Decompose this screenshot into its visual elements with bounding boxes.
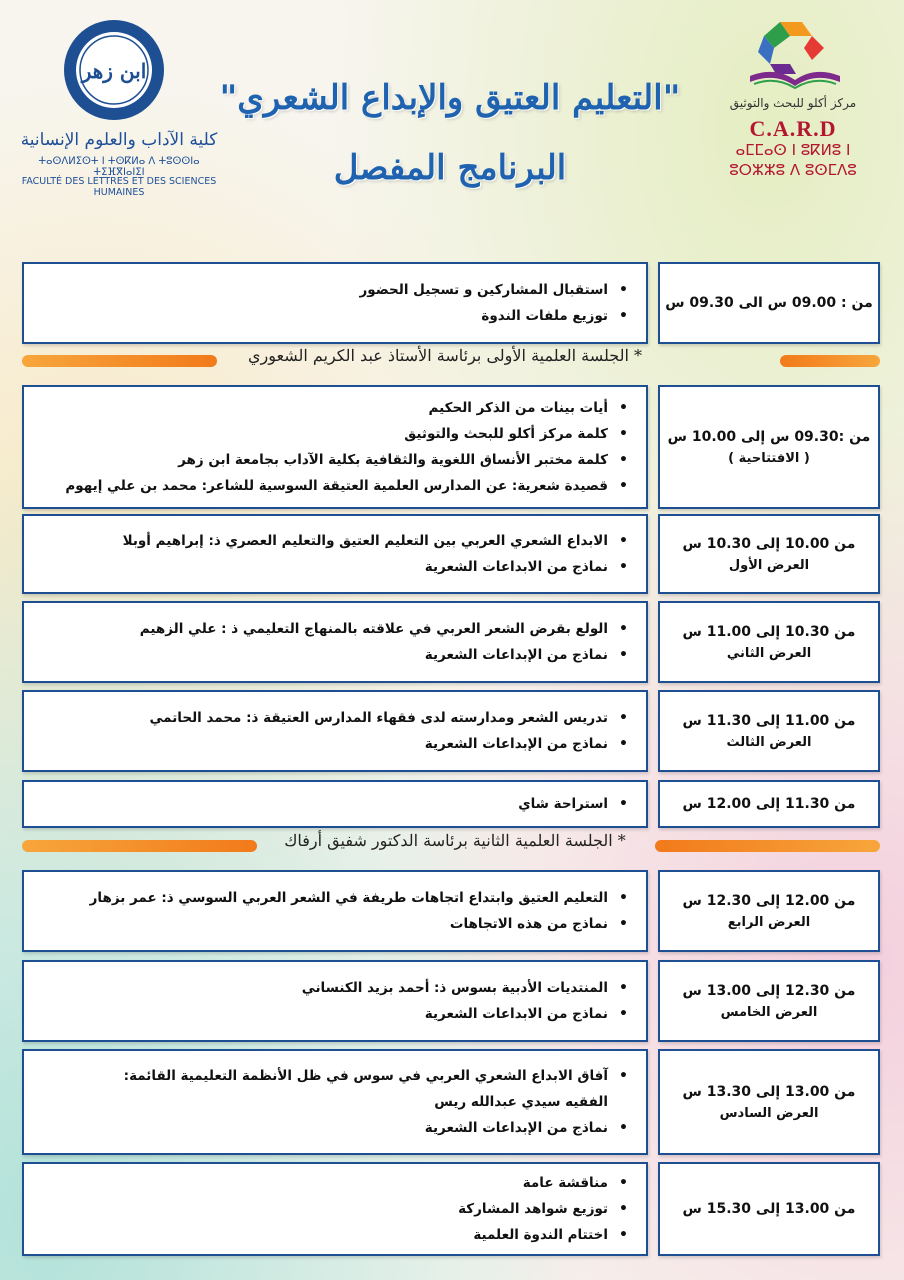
time-range: من 12.00 إلى 12.30 س — [682, 892, 856, 909]
time-box — [658, 780, 880, 828]
session-bar-right — [655, 840, 880, 852]
content-box — [22, 1162, 648, 1256]
talk-label: ( الافتتاحية ) — [728, 450, 810, 466]
list-item: • استراحة شاي — [32, 791, 630, 817]
center-tifinagh-line2: ⵓⵔⵣⵣⵓ ⴷ ⵓⵙⵎⴷⵓ — [729, 161, 857, 179]
list-item: • نماذج من هذه الاتجاهات — [32, 911, 630, 937]
content-box — [22, 960, 648, 1042]
talk-label: العرض الأول — [728, 557, 810, 573]
center-name-tifinagh — [690, 140, 896, 180]
list-item: • قصيدة شعرية: عن المدارس العلمية العتيقة السوسية للشاعر: محمد بن علي إيهوم — [32, 473, 630, 499]
content-box — [22, 262, 648, 344]
center-tifinagh-line1: ⴰⵎⵎⴰⵙ ⵏ ⵓⴽⵍⵓ ⵏ — [735, 141, 851, 159]
item-list — [24, 705, 646, 757]
item-list — [24, 277, 646, 329]
talk-label: العرض الثالث — [726, 734, 812, 750]
list-item: • أيات بينات من الذكر الحكيم — [32, 395, 630, 421]
time-range: من 13.00 إلى 13.30 س — [682, 1083, 856, 1100]
university-seal-logo — [62, 18, 166, 122]
content-box — [22, 780, 648, 828]
item-list — [24, 1063, 646, 1141]
list-item: • توزيع شواهد المشاركة — [32, 1196, 630, 1222]
time-range: من 11.30 إلى 12.00 س — [682, 796, 856, 812]
item-list — [24, 616, 646, 668]
talk-label: العرض السادس — [719, 1105, 819, 1121]
list-item: • نماذج من الإبداعات الشعرية — [32, 731, 630, 757]
talk-label: العرض الثاني — [726, 645, 812, 661]
item-list — [24, 791, 646, 817]
time-box — [658, 960, 880, 1042]
list-item: • توزيع ملفات الندوة — [32, 303, 630, 329]
time-range: من : 09.00 س الى 09.30 س — [665, 295, 873, 311]
item-list — [24, 975, 646, 1027]
content-box — [22, 514, 648, 594]
time-box — [658, 870, 880, 952]
list-item: • الابداع الشعري العربي بين التعليم العتيق والتعليم العصري ذ: إبراهيم أوبلا — [32, 528, 630, 554]
list-item: • تدريس الشعر ومدارسته لدى فقهاء المدارس العتيقة ذ: محمد الحاتمي — [32, 705, 630, 731]
content-box — [22, 385, 648, 509]
time-box — [658, 262, 880, 344]
item-list — [24, 395, 646, 499]
session-bar-left — [22, 840, 257, 852]
list-item: • الولع بقرض الشعر العربي في علاقته بالمنهاج التعليمي ذ : علي الزهيم — [32, 616, 630, 642]
time-box — [658, 514, 880, 594]
list-item: • المنتديات الأدبية بسوس ذ: أحمد بزيد الكنساني — [32, 975, 630, 1001]
session-title: * الجلسة العلمية الثانية برئاسة الدكتور شفيق أرفاك — [284, 831, 626, 850]
list-item: • استقبال المشاركين و تسجيل الحضور — [32, 277, 630, 303]
session-bar-left — [22, 355, 217, 367]
session-bar-right — [780, 355, 880, 367]
time-box — [658, 385, 880, 509]
seal-text: ابن زهر — [81, 59, 147, 83]
page-subtitle: البرنامج المفصل — [333, 148, 567, 188]
content-box — [22, 690, 648, 772]
content-box — [22, 870, 648, 952]
list-item: • نماذج من الإبداعات الشعرية — [32, 642, 630, 668]
time-range: من 10.00 إلى 10.30 س — [682, 535, 856, 552]
time-box — [658, 601, 880, 683]
session-header — [0, 831, 904, 861]
page-title: "التعليم العتيق والإبداع الشعري" — [219, 78, 681, 118]
session-header — [0, 346, 904, 376]
time-range: من 12.30 إلى 13.00 س — [682, 982, 856, 999]
list-item: • نماذج من الابداعات الشعرية — [32, 1001, 630, 1027]
content-box — [22, 601, 648, 683]
faculty-name-tifinagh: ⵜⴰⵙⴷⵍⵉⵙⵜ ⵏ ⵜⵙⴽⵍⴰ ⴷ ⵜⵓⵙⵙⵏⴰ ⵜⵉⴼⴳⵏⴰⵏⵉⵏ — [38, 156, 200, 178]
time-box — [658, 1162, 880, 1256]
item-list — [24, 885, 646, 937]
list-item: الفقيه سيدي عبدالله ريس — [434, 1094, 608, 1110]
faculty-name-french: FACULTÉ DES LETTRES ET DES SCIENCES HUMAINES — [21, 176, 217, 198]
center-name-arabic: مركز أكلو للبحث والتوثيق — [729, 96, 857, 110]
list-item: • التعليم العتيق وابتداع اتجاهات طريفة في الشعر العربي السوسي ذ: عمر بزهار — [32, 885, 630, 911]
item-list — [24, 1170, 646, 1248]
time-box — [658, 690, 880, 772]
talk-label: العرض الرابع — [727, 914, 811, 930]
list-item: • اختتام الندوة العلمية — [32, 1222, 630, 1248]
list-item: • كلمة مركز أكلو للبحث والتوثيق — [32, 421, 630, 447]
faculty-name-arabic: كلية الآداب والعلوم الإنسانية — [20, 130, 218, 150]
time-range: من 11.00 إلى 11.30 س — [682, 712, 856, 729]
list-item: • مناقشة عامة — [32, 1170, 630, 1196]
time-range: من :09.30 س إلى 10.00 س — [667, 428, 871, 445]
list-item: • نماذج من الابداعات الشعرية — [32, 554, 630, 580]
center-acronym: C.A.R.D — [749, 116, 837, 141]
item-list — [24, 528, 646, 580]
card-center-logo — [740, 18, 850, 94]
list-item: • كلمة مختبر الأنساق اللغوية والثقافية بكلية الآداب بجامعة ابن زهر — [32, 447, 630, 473]
time-range: من 10.30 إلى 11.00 س — [682, 623, 856, 640]
list-item: • آفاق الابداع الشعري العربي في سوس في ظل الأنظمة التعليمية القائمة: — [32, 1063, 630, 1089]
session-title: * الجلسة العلمية الأولى برئاسة الأستاذ عبد الكريم الشعوري — [247, 346, 643, 365]
list-item: • نماذج من الإبداعات الشعرية — [32, 1115, 630, 1141]
time-box — [658, 1049, 880, 1155]
talk-label: العرض الخامس — [720, 1004, 818, 1020]
time-range: من 13.00 إلى 15.30 س — [682, 1201, 856, 1217]
content-box — [22, 1049, 648, 1155]
